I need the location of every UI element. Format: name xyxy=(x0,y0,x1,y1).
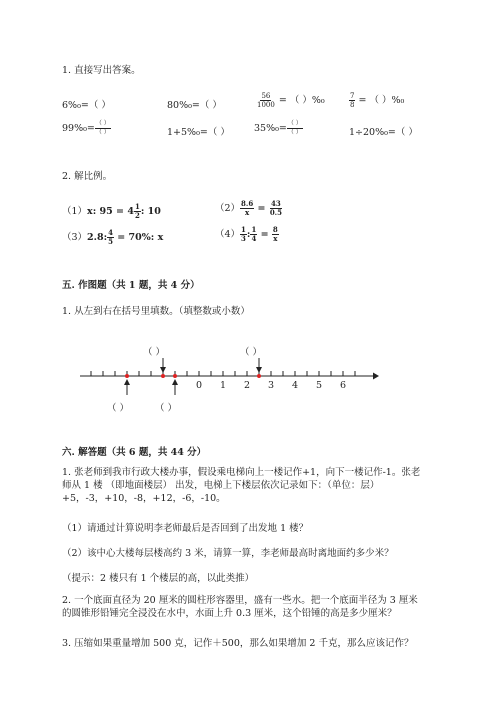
sec6-q1-text: 1. 张老师到我市行政大楼办事，假设乘电梯向上一楼记作+1，向下一楼记作-1。张老师从 1 楼 （即地面楼层） 出发，电梯上下楼层依次记录如下：（单位：层）+5，-3，+10，-8，+12，-6，-10。 xyxy=(62,467,421,504)
sec6-q2-text: 2. 一个底面直径为 20 厘米的圆柱形容器里，盛有一些水。把一个底面半径为 3 厘米的圆锥形铅锤完全浸没在水中，水面上升 0.3 厘米，这个铅锤的高是多少厘米？ xyxy=(62,595,418,619)
section-6-heading: 六. 解答题（共 6 题，共 44 分） xyxy=(62,447,207,458)
sec6-q3-text: 3. 压缩如果重量增加 500 克，记作＋500，那么如果增加 2 千克，那么应该记作？ xyxy=(62,638,414,649)
q1-r1-a: 6%₀=（ ） xyxy=(62,100,111,111)
blank-upper-1: （ ） xyxy=(143,347,166,358)
fraction: $\frac{4}{5}$ xyxy=(108,228,113,246)
fraction: $\frac{7}{8}$ xyxy=(350,92,355,109)
q1-r2-b: 1+5%₀=（ ） xyxy=(167,127,230,138)
q2-p4: （4） $\frac{1}{3}$ : $\frac{1}{4}$ = $\frac{8}{x}$ xyxy=(215,225,278,243)
blank-upper-2: （ ） xyxy=(240,347,263,358)
q1-r1-b: 80%₀=（ ） xyxy=(167,100,222,111)
tick-label: 5 xyxy=(316,380,323,391)
fraction: $\frac{8.6}{x}$ xyxy=(241,199,254,217)
fraction: $\frac{( )}{( )}$ xyxy=(95,120,110,136)
tick-label: 0 xyxy=(196,380,203,391)
fraction: $\frac{1}{4}$ xyxy=(251,225,257,243)
tick-label: 1 xyxy=(220,380,227,391)
q1-r2-c: 35%₀= $\frac{( )}{( )}$ xyxy=(254,120,302,136)
fraction: $\frac{1}{2}$ xyxy=(134,202,140,220)
fraction: $\frac{1}{3}$ xyxy=(241,225,246,243)
q2-p3: （3）2.8: $\frac{4}{5}$ = 70%: x xyxy=(62,228,164,246)
tick-label: 4 xyxy=(292,380,299,391)
fraction: $\frac{( )}{( )}$ xyxy=(287,120,302,136)
tick-label: 3 xyxy=(268,380,275,391)
sec6-q1-sub2: （2）该中心大楼每层楼高约 3 米，请算一算，李老师最高时离地面约多少米？ xyxy=(62,548,394,559)
blank-lower-1: （ ） xyxy=(107,403,130,414)
fraction: $\frac{8}{x}$ xyxy=(272,225,278,243)
tick-label: 2 xyxy=(244,380,251,391)
q1-r2-a: 99%₀= $\frac{( )}{( )}$ xyxy=(62,120,110,136)
sec5-q1: 1. 从左到右在括号里填数。（填整数或小数） xyxy=(62,306,250,317)
q2-title: 2. 解比例。 xyxy=(62,171,113,182)
sec6-q1-sub1: （1）请通过计算说明李老师最后是否回到了出发地 1 楼？ xyxy=(62,523,309,534)
q1-r2-d: 1÷20%₀=（ ） xyxy=(349,127,418,138)
tick-label: 6 xyxy=(340,380,347,391)
section-5-heading: 五. 作图题（共 1 题，共 4 分） xyxy=(62,280,200,291)
q1-r1-d: $\frac{7}{8}$ = （ ）%₀ xyxy=(350,92,405,109)
q1-r1-c: $\frac{56}{1000}$ = （ ）%₀ xyxy=(257,92,325,109)
fraction: $\frac{43}{0.5}$ xyxy=(269,199,282,217)
q2-p1: （1）x: 95 = 4 $\frac{1}{2}$ : 10 xyxy=(62,202,161,220)
q1-title: 1. 直接写出答案。 xyxy=(62,65,141,76)
fraction: $\frac{56}{1000}$ xyxy=(257,92,275,109)
blank-lower-2: （ ） xyxy=(155,403,178,414)
q2-p2: （2） $\frac{8.6}{x}$ = $\frac{43}{0.5}$ xyxy=(215,199,282,217)
sec6-q1-hint: （提示：2 楼只有 1 个楼层的高，以此类推） xyxy=(62,573,255,584)
